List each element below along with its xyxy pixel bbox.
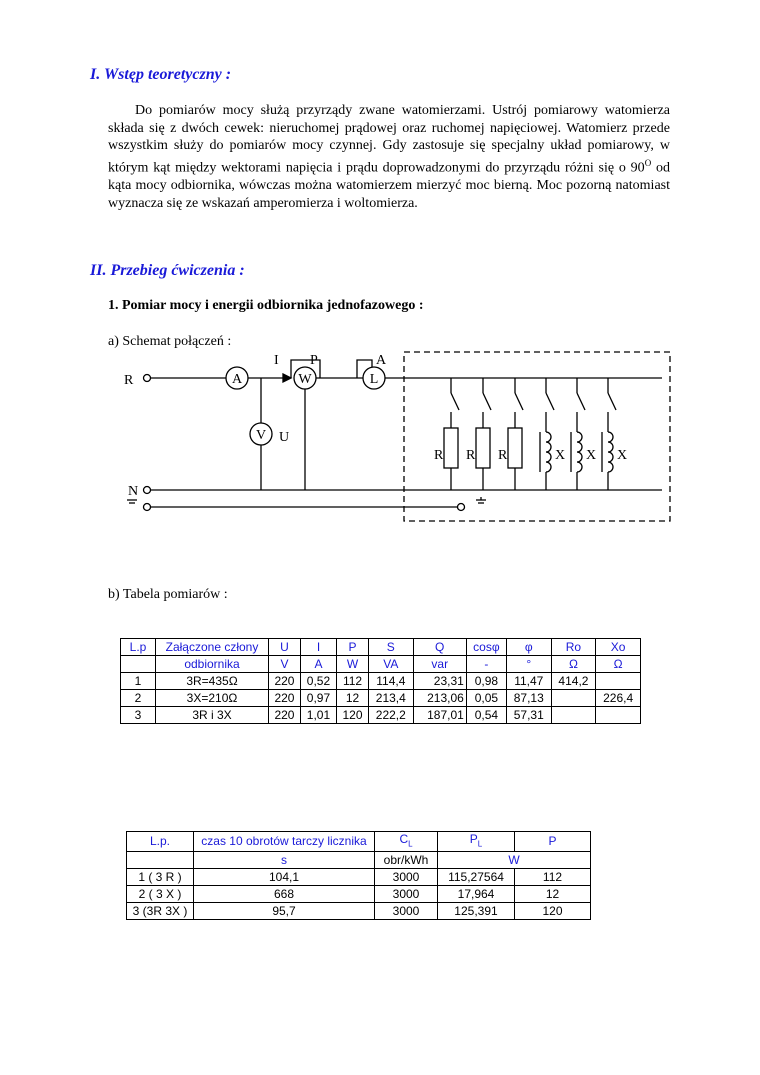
energy-meter-symbol: L: [369, 372, 379, 387]
table-row: 1 ( 3 R ) 104,1 3000 115,27564 112: [127, 869, 591, 886]
counter-a-label: A: [376, 353, 387, 368]
table-header-row: L.p Załączone człony U I P S Q cosφ φ Ro Xo: [121, 639, 641, 656]
table-header-row: L.p. czas 10 obrotów tarczy licznika $C_L$ $P_L$ P: [127, 832, 591, 852]
section-2-title: II. Przebieg ćwiczenia :: [90, 262, 245, 279]
item-1-heading: 1. Pomiar mocy i energii odbiornika jednofazowego :: [108, 298, 424, 313]
inductor-label-3: X: [617, 448, 628, 463]
table-unit-row: odbiornika V A W VA var - ° Ω Ω: [121, 656, 641, 673]
table-unit-row: s obr/kWh W: [127, 852, 591, 869]
inductor-label-2: X: [586, 448, 597, 463]
wattmeter-symbol: W: [298, 372, 312, 387]
ammeter-symbol: A: [231, 372, 243, 387]
energy-meter-table: [126, 831, 591, 920]
resistor-label-1: R: [434, 448, 444, 463]
table-row: 3 3R i 3X 220 1,01 120 222,2 187,01 0,54 57,31: [121, 707, 641, 724]
table-label: b) Tabela pomiarów :: [108, 587, 228, 602]
voltage-label: U: [279, 430, 290, 445]
power-label: P: [310, 353, 318, 368]
line-r-label: R: [124, 373, 134, 388]
schema-label: a) Schemat połączeń :: [108, 334, 232, 349]
current-label: I: [274, 353, 279, 368]
section-1-title: I. Wstęp teoretyczny :: [90, 66, 232, 83]
voltmeter-symbol: V: [255, 428, 267, 443]
inductor-label-1: X: [555, 448, 566, 463]
table-row: 1 3R=435Ω 220 0,52 112 114,4 23,31 0,98 11,47 414,2: [121, 673, 641, 690]
intro-paragraph: Do pomiarów mocy służą przyrządy zwane watomierzami. Ustrój pomiarowy watomierza składa się z dwóch cewek: nieruchomej prądowej oraz ruchomej napięciowej. Watomierz przede wszystkim służy do pomiarów mocy czynnej. Gdy zastosuje się specjalny układ pomiarowy, w którym kąt między wektorami napięcia i prądu doprowadzonymi do przyrządu różni się o $90^O$ od kąta mocy odbiornika, wówczas można watomierzem mierzyć moc bierną. Moc pozorną natomiast wyznacza się ze wskazań amperomierza i woltomierza.: [108, 103, 670, 211]
table-row: 2 3X=210Ω 220 0,97 12 213,4 213,06 0,05 87,13 226,4: [121, 690, 641, 707]
resistor-label-3: R: [498, 448, 508, 463]
resistor-label-2: R: [466, 448, 476, 463]
table-row: 2 ( 3 X ) 668 3000 17,964 12: [127, 886, 591, 903]
line-n-label: N: [128, 484, 139, 499]
measurements-table: [120, 638, 641, 724]
table-row: 3 (3R 3X ) 95,7 3000 125,391 120: [127, 903, 591, 920]
